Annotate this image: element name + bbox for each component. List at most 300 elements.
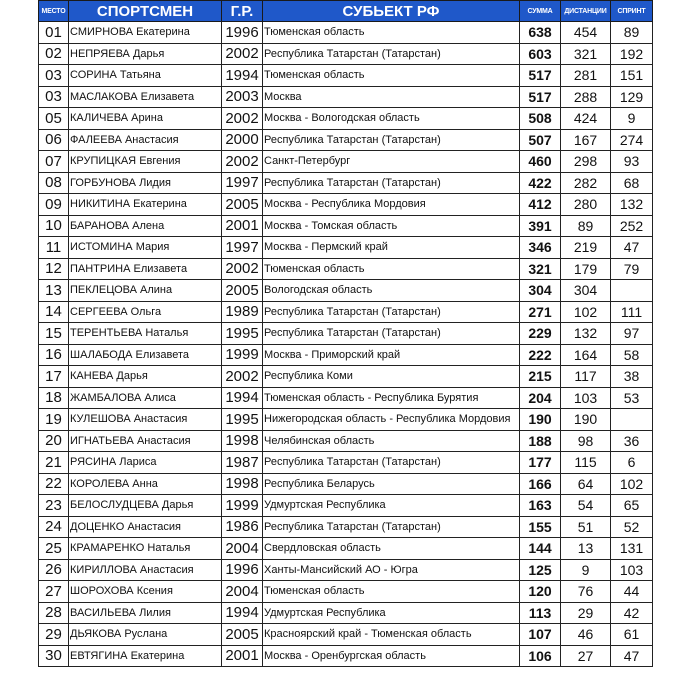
athlete-firstname: Анастасия bbox=[124, 133, 179, 146]
birth-year-cell: 2002 bbox=[222, 151, 263, 173]
sum-cell: 412 bbox=[520, 194, 561, 216]
athlete-cell bbox=[69, 430, 222, 452]
sum-cell: 346 bbox=[520, 237, 561, 259]
sprint-points-cell: 65 bbox=[611, 495, 653, 517]
athlete-firstname: Татьяна bbox=[119, 69, 161, 82]
athlete-cell bbox=[69, 86, 222, 108]
region-cell: Москва - Республика Мордовия bbox=[263, 194, 520, 216]
athlete-cell bbox=[69, 151, 222, 173]
birth-year-cell: 2005 bbox=[222, 624, 263, 646]
distance-points-cell: 167 bbox=[561, 129, 611, 151]
athlete-firstname: Елизавета bbox=[135, 348, 190, 361]
birth-year-cell: 1996 bbox=[222, 22, 263, 44]
sprint-points-cell: 44 bbox=[611, 581, 653, 603]
athlete-firstname: Анастасия bbox=[127, 520, 181, 533]
table-row bbox=[39, 495, 653, 517]
sprint-points-cell: 93 bbox=[611, 151, 653, 173]
athlete-firstname: Наталья bbox=[145, 327, 189, 340]
table-row bbox=[39, 22, 653, 44]
birth-year-cell: 1986 bbox=[222, 516, 263, 538]
birth-year-cell: 2002 bbox=[222, 366, 263, 388]
athlete-surname: БЕЛОСЛУДЦЕВА bbox=[70, 499, 159, 512]
athlete-firstname: Лариса bbox=[119, 456, 157, 469]
sprint-points-cell: 9 bbox=[611, 108, 653, 130]
sum-cell: 460 bbox=[520, 151, 561, 173]
place-cell: 15 bbox=[39, 323, 69, 345]
athlete-cell bbox=[69, 473, 222, 495]
header-place: МЕСТО bbox=[39, 1, 69, 22]
table-header bbox=[39, 1, 653, 22]
table-row bbox=[39, 387, 653, 409]
header-year: Г.Р. bbox=[222, 1, 263, 22]
athlete-firstname: Анна bbox=[132, 477, 158, 490]
birth-year-cell: 2001 bbox=[222, 215, 263, 237]
place-cell: 23 bbox=[39, 495, 69, 517]
athlete-firstname: Екатерина bbox=[130, 649, 185, 662]
header-sum: СУММА bbox=[520, 1, 561, 22]
region-cell: Республика Татарстан (Татарстан) bbox=[263, 323, 520, 345]
athlete-firstname: Дарья bbox=[116, 370, 148, 383]
athlete-cell bbox=[69, 258, 222, 280]
region-cell: Свердловская область bbox=[263, 538, 520, 560]
region-cell: Тюменская область - Республика Бурятия bbox=[263, 387, 520, 409]
athlete-surname: ЕВТЯГИНА bbox=[70, 649, 128, 662]
sprint-points-cell: 102 bbox=[611, 473, 653, 495]
sprint-points-cell: 58 bbox=[611, 344, 653, 366]
distance-points-cell: 454 bbox=[561, 22, 611, 44]
table-row bbox=[39, 129, 653, 151]
athlete-surname: ДОЦЕНКО bbox=[70, 520, 125, 533]
athlete-surname: КАНЕВА bbox=[70, 370, 114, 383]
sum-cell: 229 bbox=[520, 323, 561, 345]
region-cell: Республика Татарстан (Татарстан) bbox=[263, 301, 520, 323]
birth-year-cell: 2002 bbox=[222, 43, 263, 65]
athlete-surname: СЕРГЕЕВА bbox=[70, 305, 128, 318]
place-cell: 22 bbox=[39, 473, 69, 495]
sum-cell: 391 bbox=[520, 215, 561, 237]
region-cell: Республика Татарстан (Татарстан) bbox=[263, 172, 520, 194]
birth-year-cell: 2001 bbox=[222, 645, 263, 667]
region-cell: Удмуртская Республика bbox=[263, 495, 520, 517]
header-region: СУБЬЕКТ РФ bbox=[263, 1, 520, 22]
region-cell: Республика Беларусь bbox=[263, 473, 520, 495]
athlete-surname: ПЕКЛЕЦОВА bbox=[70, 284, 137, 297]
place-cell: 16 bbox=[39, 344, 69, 366]
athlete-firstname: Елизавета bbox=[133, 262, 188, 275]
birth-year-cell: 1997 bbox=[222, 172, 263, 194]
sum-cell: 508 bbox=[520, 108, 561, 130]
distance-points-cell: 298 bbox=[561, 151, 611, 173]
birth-year-cell: 1994 bbox=[222, 602, 263, 624]
birth-year-cell: 2005 bbox=[222, 194, 263, 216]
athlete-firstname: Дарья bbox=[132, 47, 165, 60]
birth-year-cell: 1998 bbox=[222, 473, 263, 495]
distance-points-cell: 132 bbox=[561, 323, 611, 345]
table-row bbox=[39, 323, 653, 345]
region-cell: Республика Татарстан (Татарстан) bbox=[263, 43, 520, 65]
table-row bbox=[39, 194, 653, 216]
table-row bbox=[39, 86, 653, 108]
sum-cell: 107 bbox=[520, 624, 561, 646]
sum-cell: 517 bbox=[520, 65, 561, 87]
distance-points-cell: 27 bbox=[561, 645, 611, 667]
athlete-cell bbox=[69, 129, 222, 151]
place-cell: 14 bbox=[39, 301, 69, 323]
table-row bbox=[39, 151, 653, 173]
distance-points-cell: 164 bbox=[561, 344, 611, 366]
athlete-firstname: Анастасия bbox=[139, 563, 194, 576]
region-cell: Вологодская область bbox=[263, 280, 520, 302]
sprint-points-cell: 68 bbox=[611, 172, 653, 194]
athlete-firstname: Дарья bbox=[161, 499, 194, 512]
distance-points-cell: 219 bbox=[561, 237, 611, 259]
distance-points-cell: 115 bbox=[561, 452, 611, 474]
sprint-points-cell: 38 bbox=[611, 366, 653, 388]
region-cell: Республика Татарстан (Татарстан) bbox=[263, 452, 520, 474]
table-row bbox=[39, 366, 653, 388]
athlete-surname: ШОРОХОВА bbox=[70, 585, 134, 598]
athlete-cell bbox=[69, 108, 222, 130]
athlete-firstname: Лилия bbox=[139, 606, 171, 619]
distance-points-cell: 281 bbox=[561, 65, 611, 87]
sum-cell: 215 bbox=[520, 366, 561, 388]
results-table bbox=[38, 0, 653, 667]
sum-cell: 125 bbox=[520, 559, 561, 581]
birth-year-cell: 1994 bbox=[222, 65, 263, 87]
table-row bbox=[39, 538, 653, 560]
sprint-points-cell: 97 bbox=[611, 323, 653, 345]
athlete-firstname: Екатерина bbox=[136, 26, 190, 39]
sum-cell: 120 bbox=[520, 581, 561, 603]
sprint-points-cell: 132 bbox=[611, 194, 653, 216]
place-cell: 18 bbox=[39, 387, 69, 409]
region-cell: Москва bbox=[263, 86, 520, 108]
distance-points-cell: 103 bbox=[561, 387, 611, 409]
athlete-firstname: Ксения bbox=[136, 585, 173, 598]
birth-year-cell: 1999 bbox=[222, 495, 263, 517]
table-row bbox=[39, 624, 653, 646]
athlete-surname: ГОРБУНОВА bbox=[70, 176, 136, 189]
distance-points-cell: 304 bbox=[561, 280, 611, 302]
athlete-cell bbox=[69, 280, 222, 302]
athlete-surname: КАЛИЧЕВА bbox=[70, 112, 129, 125]
athlete-surname: КУЛЕШОВА bbox=[70, 413, 131, 426]
region-cell: Удмуртская Республика bbox=[263, 602, 520, 624]
athlete-cell bbox=[69, 172, 222, 194]
table-row bbox=[39, 516, 653, 538]
sprint-points-cell: 129 bbox=[611, 86, 653, 108]
place-cell: 12 bbox=[39, 258, 69, 280]
athlete-cell bbox=[69, 344, 222, 366]
region-cell: Москва - Оренбургская область bbox=[263, 645, 520, 667]
place-cell: 21 bbox=[39, 452, 69, 474]
distance-points-cell: 76 bbox=[561, 581, 611, 603]
sprint-points-cell: 103 bbox=[611, 559, 653, 581]
distance-points-cell: 117 bbox=[561, 366, 611, 388]
sprint-points-cell: 42 bbox=[611, 602, 653, 624]
sprint-points-cell: 111 bbox=[611, 301, 653, 323]
sum-cell: 113 bbox=[520, 602, 561, 624]
athlete-firstname: Наталья bbox=[147, 542, 191, 555]
sum-cell: 304 bbox=[520, 280, 561, 302]
table-row bbox=[39, 581, 653, 603]
athlete-firstname: Анастасия bbox=[133, 413, 188, 426]
birth-year-cell: 1994 bbox=[222, 387, 263, 409]
sum-cell: 190 bbox=[520, 409, 561, 431]
birth-year-cell: 2000 bbox=[222, 129, 263, 151]
sprint-points-cell: 6 bbox=[611, 452, 653, 474]
sprint-points-cell: 79 bbox=[611, 258, 653, 280]
distance-points-cell: 321 bbox=[561, 43, 611, 65]
birth-year-cell: 2005 bbox=[222, 280, 263, 302]
athlete-cell bbox=[69, 538, 222, 560]
table-row bbox=[39, 237, 653, 259]
sum-cell: 638 bbox=[520, 22, 561, 44]
distance-points-cell: 54 bbox=[561, 495, 611, 517]
distance-points-cell: 98 bbox=[561, 430, 611, 452]
region-cell: Челябинская область bbox=[263, 430, 520, 452]
distance-points-cell: 89 bbox=[561, 215, 611, 237]
sum-cell: 507 bbox=[520, 129, 561, 151]
header-row bbox=[39, 1, 653, 22]
athlete-firstname: Алена bbox=[132, 219, 165, 232]
birth-year-cell: 1997 bbox=[222, 237, 263, 259]
sum-cell: 603 bbox=[520, 43, 561, 65]
sprint-points-cell bbox=[611, 280, 653, 302]
athlete-cell bbox=[69, 645, 222, 667]
athlete-firstname: Анастасия bbox=[136, 434, 191, 447]
sum-cell: 204 bbox=[520, 387, 561, 409]
table-row bbox=[39, 43, 653, 65]
athlete-surname: ПАНТРИНА bbox=[70, 262, 131, 275]
sum-cell: 422 bbox=[520, 172, 561, 194]
athlete-cell bbox=[69, 323, 222, 345]
place-cell: 17 bbox=[39, 366, 69, 388]
region-cell: Москва - Пермский край bbox=[263, 237, 520, 259]
athlete-cell bbox=[69, 409, 222, 431]
distance-points-cell: 280 bbox=[561, 194, 611, 216]
athlete-surname: БАРАНОВА bbox=[70, 219, 130, 232]
athlete-surname: ШАЛАБОДА bbox=[70, 348, 133, 361]
sum-cell: 177 bbox=[520, 452, 561, 474]
athlete-cell bbox=[69, 624, 222, 646]
athlete-surname: ФАЛЕЕВА bbox=[70, 133, 122, 146]
athlete-firstname: Ольга bbox=[130, 305, 162, 318]
athlete-surname: РЯСИНА bbox=[70, 456, 117, 469]
athlete-surname: СМИРНОВА bbox=[70, 26, 134, 39]
athlete-cell bbox=[69, 452, 222, 474]
place-cell: 28 bbox=[39, 602, 69, 624]
region-cell: Ханты-Мансийский АО - Югра bbox=[263, 559, 520, 581]
region-cell: Нижегородская область - Республика Мордовия bbox=[263, 409, 520, 431]
birth-year-cell: 2002 bbox=[222, 258, 263, 280]
place-cell: 30 bbox=[39, 645, 69, 667]
table-body bbox=[39, 22, 653, 667]
sum-cell: 166 bbox=[520, 473, 561, 495]
region-cell: Москва - Приморский край bbox=[263, 344, 520, 366]
sum-cell: 271 bbox=[520, 301, 561, 323]
athlete-firstname: Арина bbox=[131, 112, 163, 125]
place-cell: 03 bbox=[39, 65, 69, 87]
table-row bbox=[39, 473, 653, 495]
region-cell: Тюменская область bbox=[263, 65, 520, 87]
athlete-surname: НЕПРЯЕВА bbox=[70, 47, 130, 60]
athlete-surname: ЖАМБАЛОВА bbox=[70, 391, 142, 404]
athlete-surname: ТЕРЕНТЬЕВА bbox=[70, 327, 143, 340]
table-row bbox=[39, 452, 653, 474]
athlete-surname: МАСЛАКОВА bbox=[70, 90, 138, 103]
region-cell: Тюменская область bbox=[263, 258, 520, 280]
distance-points-cell: 29 bbox=[561, 602, 611, 624]
distance-points-cell: 102 bbox=[561, 301, 611, 323]
athlete-surname: СОРИНА bbox=[70, 69, 117, 82]
birth-year-cell: 2004 bbox=[222, 538, 263, 560]
region-cell: Республика Татарстан (Татарстан) bbox=[263, 516, 520, 538]
athlete-surname: ИГНАТЬЕВА bbox=[70, 434, 134, 447]
athlete-cell bbox=[69, 366, 222, 388]
header-sprint: СПРИНТ bbox=[611, 1, 653, 22]
table-row bbox=[39, 430, 653, 452]
place-cell: 10 bbox=[39, 215, 69, 237]
birth-year-cell: 2004 bbox=[222, 581, 263, 603]
athlete-surname: КОРОЛЕВА bbox=[70, 477, 130, 490]
table-row bbox=[39, 301, 653, 323]
athlete-surname: КРУПИЦКАЯ bbox=[70, 155, 137, 168]
table-row bbox=[39, 645, 653, 667]
athlete-cell bbox=[69, 559, 222, 581]
distance-points-cell: 13 bbox=[561, 538, 611, 560]
region-cell: Тюменская область bbox=[263, 581, 520, 603]
table-row bbox=[39, 215, 653, 237]
athlete-cell bbox=[69, 237, 222, 259]
athlete-cell bbox=[69, 581, 222, 603]
region-cell: Красноярский край - Тюменская область bbox=[263, 624, 520, 646]
table-row bbox=[39, 602, 653, 624]
sprint-points-cell: 131 bbox=[611, 538, 653, 560]
distance-points-cell: 179 bbox=[561, 258, 611, 280]
distance-points-cell: 424 bbox=[561, 108, 611, 130]
athlete-cell bbox=[69, 215, 222, 237]
athlete-surname: ВАСИЛЬЕВА bbox=[70, 606, 136, 619]
athlete-firstname: Евгения bbox=[139, 155, 181, 168]
place-cell: 13 bbox=[39, 280, 69, 302]
table-row bbox=[39, 409, 653, 431]
region-cell: Республика Коми bbox=[263, 366, 520, 388]
athlete-cell bbox=[69, 43, 222, 65]
sprint-points-cell: 61 bbox=[611, 624, 653, 646]
header-distance: ДИСТАНЦИИ bbox=[561, 1, 611, 22]
athlete-cell bbox=[69, 194, 222, 216]
region-cell: Санкт-Петербург bbox=[263, 151, 520, 173]
birth-year-cell: 1995 bbox=[222, 323, 263, 345]
table-row bbox=[39, 280, 653, 302]
athlete-cell bbox=[69, 22, 222, 44]
place-cell: 24 bbox=[39, 516, 69, 538]
athlete-firstname: Алиса bbox=[144, 391, 176, 404]
sum-cell: 163 bbox=[520, 495, 561, 517]
athlete-cell bbox=[69, 495, 222, 517]
place-cell: 09 bbox=[39, 194, 69, 216]
sprint-points-cell: 36 bbox=[611, 430, 653, 452]
athlete-surname: НИКИТИНА bbox=[70, 198, 131, 211]
table-row bbox=[39, 172, 653, 194]
sum-cell: 321 bbox=[520, 258, 561, 280]
place-cell: 20 bbox=[39, 430, 69, 452]
distance-points-cell: 282 bbox=[561, 172, 611, 194]
athlete-firstname: Мария bbox=[135, 241, 170, 254]
birth-year-cell: 1998 bbox=[222, 430, 263, 452]
athlete-surname: ИСТОМИНА bbox=[70, 241, 133, 254]
birth-year-cell: 1996 bbox=[222, 559, 263, 581]
athlete-cell bbox=[69, 387, 222, 409]
sprint-points-cell: 192 bbox=[611, 43, 653, 65]
sum-cell: 517 bbox=[520, 86, 561, 108]
athlete-firstname: Алина bbox=[140, 284, 173, 297]
place-cell: 26 bbox=[39, 559, 69, 581]
place-cell: 29 bbox=[39, 624, 69, 646]
header-athlete: СПОРТСМЕН bbox=[69, 1, 222, 22]
distance-points-cell: 51 bbox=[561, 516, 611, 538]
distance-points-cell: 288 bbox=[561, 86, 611, 108]
athlete-cell bbox=[69, 65, 222, 87]
sprint-points-cell: 252 bbox=[611, 215, 653, 237]
table-row bbox=[39, 258, 653, 280]
region-cell: Москва - Вологодская область bbox=[263, 108, 520, 130]
place-cell: 06 bbox=[39, 129, 69, 151]
athlete-cell bbox=[69, 301, 222, 323]
sum-cell: 106 bbox=[520, 645, 561, 667]
athlete-firstname: Елизавета bbox=[140, 90, 195, 103]
sum-cell: 188 bbox=[520, 430, 561, 452]
place-cell: 07 bbox=[39, 151, 69, 173]
distance-points-cell: 64 bbox=[561, 473, 611, 495]
place-cell: 08 bbox=[39, 172, 69, 194]
place-cell: 19 bbox=[39, 409, 69, 431]
place-cell: 25 bbox=[39, 538, 69, 560]
athlete-firstname: Руслана bbox=[124, 628, 168, 641]
birth-year-cell: 2003 bbox=[222, 86, 263, 108]
place-cell: 11 bbox=[39, 237, 69, 259]
sprint-points-cell bbox=[611, 409, 653, 431]
athlete-surname: ДЬЯКОВА bbox=[70, 628, 122, 641]
birth-year-cell: 1999 bbox=[222, 344, 263, 366]
athlete-cell bbox=[69, 516, 222, 538]
distance-points-cell: 9 bbox=[561, 559, 611, 581]
place-cell: 03 bbox=[39, 86, 69, 108]
sprint-points-cell: 89 bbox=[611, 22, 653, 44]
table-row bbox=[39, 65, 653, 87]
place-cell: 02 bbox=[39, 43, 69, 65]
athlete-cell bbox=[69, 602, 222, 624]
sum-cell: 155 bbox=[520, 516, 561, 538]
sum-cell: 144 bbox=[520, 538, 561, 560]
sprint-points-cell: 52 bbox=[611, 516, 653, 538]
athlete-firstname: Екатерина bbox=[133, 198, 187, 211]
sum-cell: 222 bbox=[520, 344, 561, 366]
region-cell: Республика Татарстан (Татарстан) bbox=[263, 129, 520, 151]
distance-points-cell: 46 bbox=[561, 624, 611, 646]
table-row bbox=[39, 344, 653, 366]
sprint-points-cell: 53 bbox=[611, 387, 653, 409]
athlete-surname: КИРИЛЛОВА bbox=[70, 563, 137, 576]
athlete-firstname: Лидия bbox=[139, 176, 171, 189]
region-cell: Москва - Томская область bbox=[263, 215, 520, 237]
distance-points-cell: 190 bbox=[561, 409, 611, 431]
sprint-points-cell: 47 bbox=[611, 237, 653, 259]
birth-year-cell: 1987 bbox=[222, 452, 263, 474]
sprint-points-cell: 151 bbox=[611, 65, 653, 87]
birth-year-cell: 2002 bbox=[222, 108, 263, 130]
